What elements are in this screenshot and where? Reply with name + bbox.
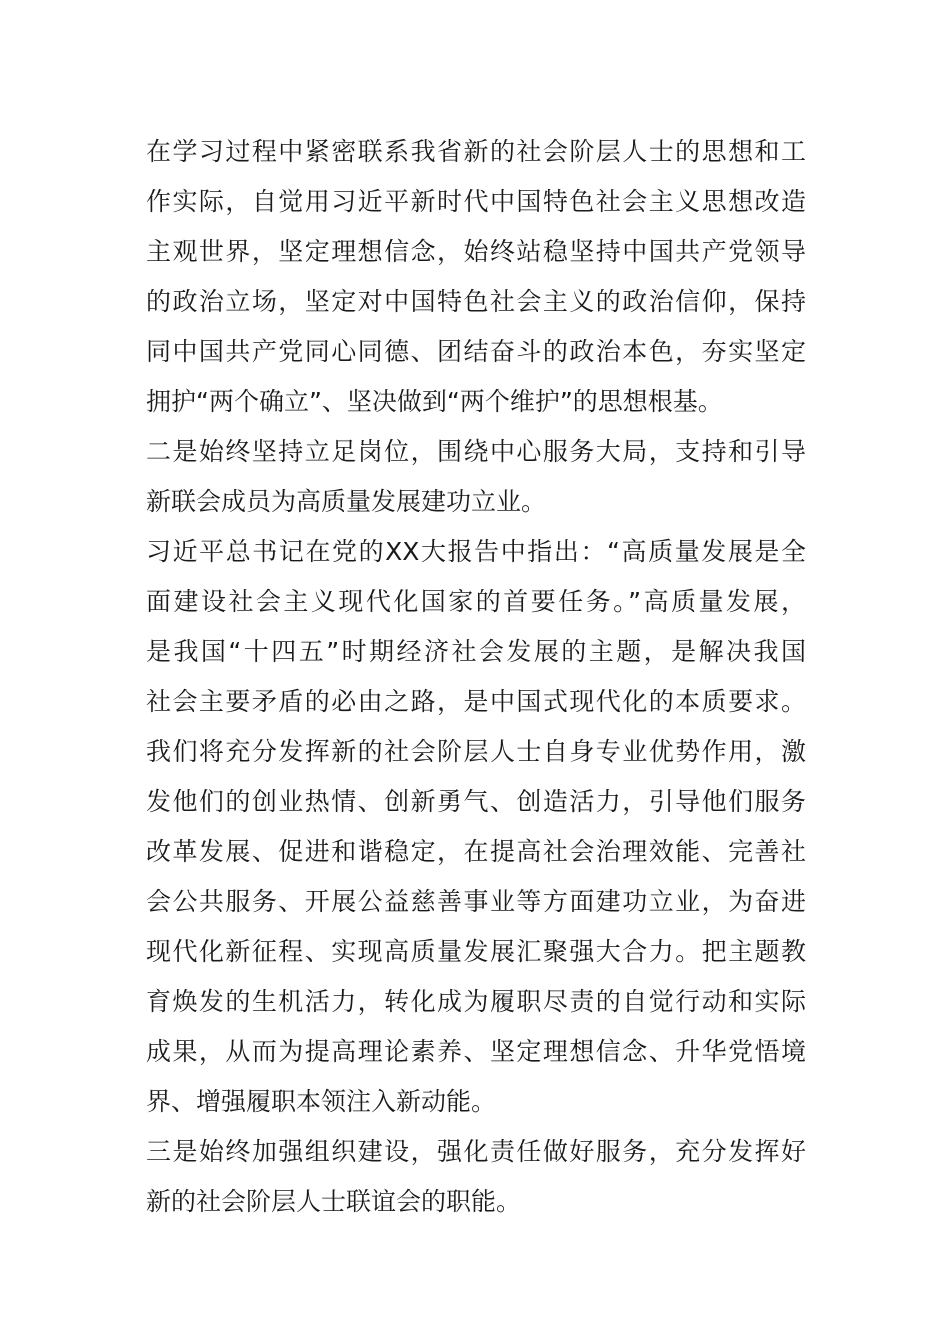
- text-line: 作实际，自觉用习近平新时代中国特色社会主义思想改造: [146, 187, 806, 216]
- text-line: 新联会成员为高质量发展建功立业。: [146, 487, 547, 516]
- document-body: [146, 127, 806, 1227]
- text-line: 同中国共产党同心同德、团结奋斗的政治本色，夯实坚定: [146, 337, 806, 366]
- text-line: 习近平总书记在党的XX大报告中指出：“高质量发展是全: [146, 537, 806, 566]
- paragraph-2-heading: [146, 427, 806, 527]
- text-line: 成果，从而为提高理论素养、坚定理想信念、升华党悟境: [146, 1037, 806, 1066]
- text-line: 育焕发的生机活力，转化成为履职尽责的自觉行动和实际: [146, 987, 806, 1016]
- text-line: 新的社会阶层人士联谊会的职能。: [146, 1187, 522, 1216]
- text-line: 三是始终加强组织建设，强化责任做好服务，充分发挥好: [146, 1137, 806, 1166]
- text-line: 主观世界，坚定理想信念，始终站稳坚持中国共产党领导: [146, 237, 806, 266]
- text-line: 现代化新征程、实现高质量发展汇聚强大合力。把主题教: [146, 937, 806, 966]
- text-line: 会公共服务、开展公益慈善事业等方面建功立业，为奋进: [146, 887, 806, 916]
- text-line: 改革发展、促进和谐稳定，在提高社会治理效能、完善社: [146, 837, 806, 866]
- text-line: 拥护“两个确立”、坚决做到“两个维护”的思想根基。: [146, 387, 723, 416]
- text-line: 社会主要矛盾的必由之路，是中国式现代化的本质要求。: [146, 687, 806, 716]
- text-line: 面建设社会主义现代化国家的首要任务。”高质量发展，: [146, 587, 806, 616]
- text-line: 发他们的创业热情、创新勇气、创造活力，引导他们服务: [146, 787, 806, 816]
- text-line: 界、增强履职本领注入新动能。: [146, 1087, 497, 1116]
- text-line: 在学习过程中紧密联系我省新的社会阶层人士的思想和工: [146, 137, 806, 166]
- text-line: 二是始终坚持立足岗位，围绕中心服务大局，支持和引导: [146, 437, 806, 466]
- text-line: 的政治立场，坚定对中国特色社会主义的政治信仰，保持: [146, 287, 806, 316]
- paragraph-1: [146, 127, 806, 427]
- paragraph-3: [146, 527, 806, 1127]
- text-line: 我们将充分发挥新的社会阶层人士自身专业优势作用，激: [146, 737, 806, 766]
- text-line: 是我国“十四五”时期经济社会发展的主题，是解决我国: [146, 637, 806, 666]
- paragraph-4-heading: [146, 1127, 806, 1227]
